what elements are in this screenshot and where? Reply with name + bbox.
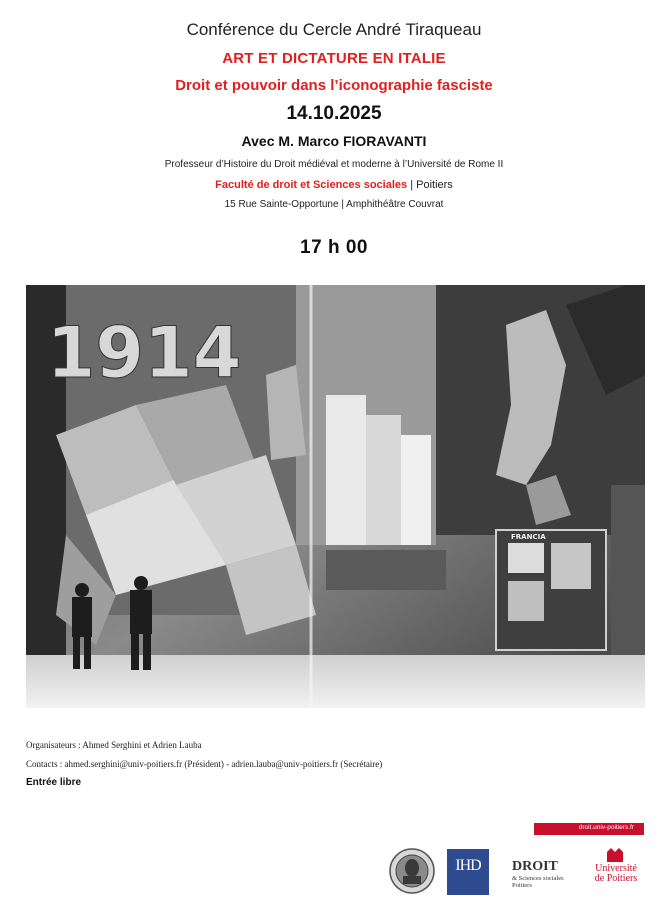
event-date: 14.10.2025 (286, 103, 382, 124)
university-name-line1: Université (595, 863, 637, 874)
droit-logo-line2: Poitiers (512, 882, 532, 889)
website-url[interactable]: droit.univ-poitiers.fr (578, 824, 634, 831)
organisers-line: Organisateurs : Ahmed Serghini et Adrien Lauba (26, 740, 202, 750)
year-sign-1914: 1914 (46, 312, 242, 394)
entry-note: Entrée libre (26, 777, 82, 788)
faculty-line (0, 179, 668, 191)
universite-poitiers-logo (582, 848, 650, 896)
event-subtitle: Droit et pouvoir dans l’iconographie fasciste (175, 77, 493, 94)
faculty-name: Faculté de droit et Sciences sociales (215, 179, 408, 191)
speaker-name: Avec M. Marco FIORAVANTI (241, 133, 427, 149)
university-crest-icon (605, 848, 625, 862)
event-title: ART ET DICTATURE EN ITALIE (222, 50, 446, 67)
droit-logo-subtitle (512, 875, 564, 889)
website-banner[interactable] (534, 823, 644, 835)
panel-label-francia: FRANCIA (511, 533, 546, 541)
droit-logo-title: DROIT (512, 859, 558, 874)
university-name-line2: de Poitiers (594, 873, 638, 884)
droit-faculty-logo (510, 859, 576, 889)
speaker-role: Professeur d’Histoire du Droit médiéval et moderne à l’Université de Rome II (164, 159, 504, 170)
ihd-logo (447, 849, 489, 895)
tiraqueau-seal-logo (389, 848, 435, 894)
faculty-separator: | (407, 179, 417, 191)
university-name (582, 864, 650, 884)
droit-logo-line1: & Sciences sociales (512, 875, 564, 882)
venue-address: 15 Rue Sainte-Opportune | Amphithéâtre Couvrat (224, 199, 444, 210)
exhibition-photo (26, 285, 645, 708)
event-time: 17 h 00 (300, 237, 368, 258)
conference-line: Conférence du Cercle André Tiraqueau (186, 20, 482, 39)
faculty-city: Poitiers (416, 179, 453, 191)
contacts-line: Contacts : ahmed.serghini@univ-poitiers.fr (Président) - adrien.lauba@univ-poitiers.fr (Secrétaire) (26, 759, 383, 769)
ihd-logo-text: IHD (455, 857, 481, 874)
